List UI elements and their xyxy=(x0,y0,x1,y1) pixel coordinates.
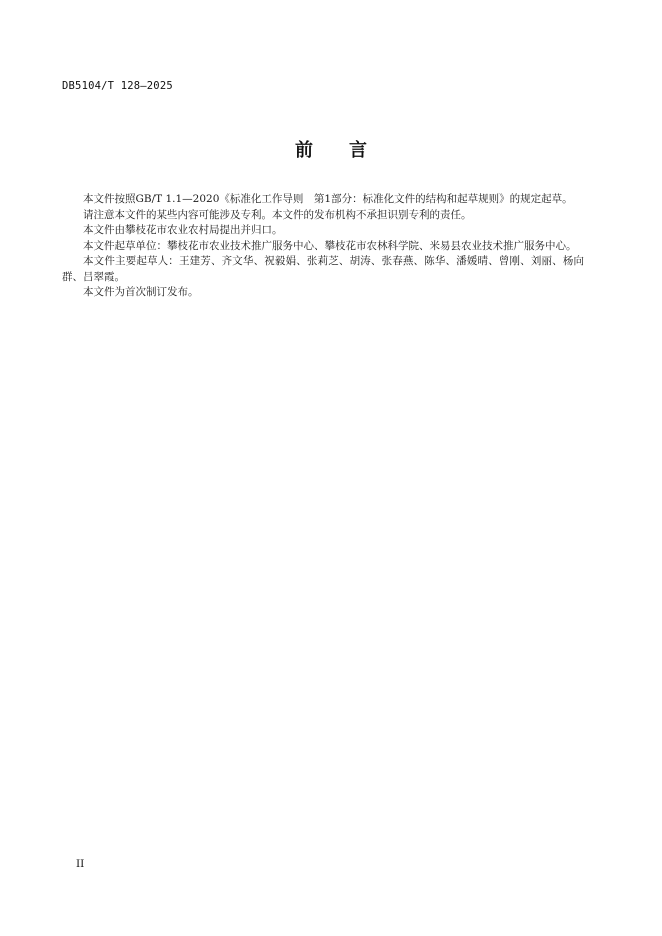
title-char-1: 前 xyxy=(295,140,313,161)
paragraph-proposer: 本文件由攀枝花市农业农村局提出并归口。 xyxy=(83,224,283,236)
title-char-2: 言 xyxy=(349,140,367,161)
paragraph-first-issue: 本文件为首次制订发布。 xyxy=(83,286,199,298)
page-title xyxy=(0,136,662,162)
paragraph-drafters: 本文件主要起草人：王建芳、齐文华、祝毅娟、张莉芝、胡涛、张春燕、陈华、潘媛晴、曾刚、刘丽、杨向群、吕翠霞。 xyxy=(62,255,584,283)
document-code: DB5104/T 128—2025 xyxy=(62,80,173,92)
paragraph-drafting-units: 本文件起草单位：攀枝花市农业技术推广服务中心、攀枝花市农林科学院、米易县农业技术推广服务中心。 xyxy=(83,239,577,252)
foreword-body xyxy=(62,192,584,301)
page-number: II xyxy=(76,858,85,870)
paragraph-drafting-rules: 本文件按照GB/T 1.1—2020《标准化工作导则 第1部分：标准化文件的结构和起草规则》的规定起草。 xyxy=(83,193,573,205)
paragraph-patent-notice: 请注意本文件的某些内容可能涉及专利。本文件的发布机构不承担识别专利的责任。 xyxy=(83,208,472,221)
